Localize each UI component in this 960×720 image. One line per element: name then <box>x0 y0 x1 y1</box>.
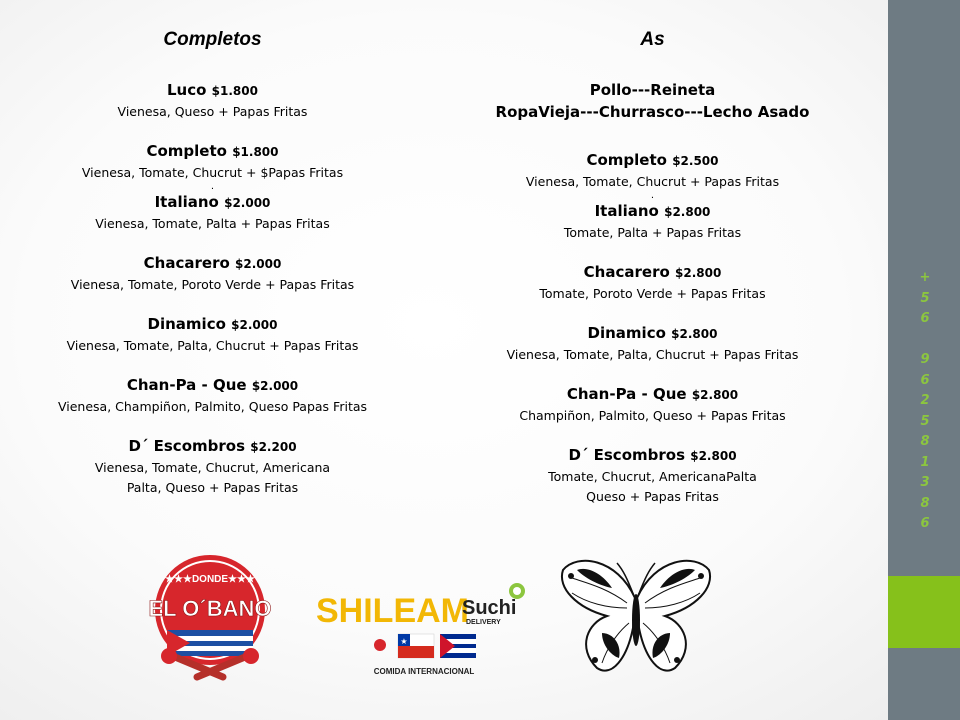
menu-item <box>20 79 405 122</box>
menu-item <box>455 444 850 507</box>
menu-item <box>455 261 850 304</box>
menu-item-heading <box>20 252 405 275</box>
menu-item-heading <box>455 322 850 345</box>
menu-item <box>455 383 850 426</box>
item-name: Chacarero <box>583 263 670 281</box>
shileam-suchi-logo <box>314 580 532 680</box>
item-description: Vienesa, Tomate, Chucrut, Americana <box>94 460 331 475</box>
menu-column-as <box>455 28 850 525</box>
menu-item-heading <box>455 200 850 223</box>
subtitle-line: Pollo---Reineta <box>589 81 716 99</box>
item-name: Completo <box>586 151 667 169</box>
phone-digit: 3 <box>920 475 930 490</box>
item-name: Italiano <box>594 202 659 220</box>
butterfly-illustration <box>557 548 715 688</box>
item-description: Vienesa, Tomate, Palta + Papas Fritas <box>95 216 330 231</box>
phone-digit: 5 <box>920 290 930 306</box>
phone-digit: 9 <box>920 352 930 367</box>
phone-digit: 6 <box>920 372 930 388</box>
menu-item-heading <box>20 313 405 336</box>
separator-dot: . <box>210 181 215 192</box>
item-description: Vienesa, Champiñon, Palmito, Queso Papas Fritas <box>57 399 368 414</box>
item-price: $1.800 <box>232 145 279 159</box>
phone-digit: 2 <box>920 393 930 408</box>
item-price: $2.200 <box>250 440 297 454</box>
suchi-text: Suchi <box>462 597 517 619</box>
el-obano-logo <box>145 552 275 687</box>
item-description: Champiñon, Palmito, Queso + Papas Fritas <box>519 408 786 423</box>
item-price: $2.000 <box>231 318 278 332</box>
menu-item <box>20 374 405 417</box>
item-name: D´ Escombros <box>568 446 685 464</box>
item-description: Vienesa, Tomate, Poroto Verde + Papas Fritas <box>70 277 355 292</box>
phone-digit: 6 <box>920 516 930 531</box>
menu-item-heading <box>20 79 405 102</box>
menu-item <box>20 435 405 498</box>
menu-item <box>455 322 850 365</box>
menu-column-completos <box>20 28 405 516</box>
menu-item-list <box>455 149 850 507</box>
phone-digit: 1 <box>920 454 930 470</box>
item-name: D´ Escombros <box>128 437 245 455</box>
menu-item <box>20 191 405 234</box>
menu-item-heading <box>20 191 405 214</box>
item-name: Chacarero <box>143 254 230 272</box>
menu-item-heading <box>455 383 850 406</box>
tagline-text: COMIDA INTERNACIONAL <box>373 667 475 676</box>
item-description: Queso + Papas Fritas <box>586 489 719 504</box>
item-description: Tomate, Palta + Papas Fritas <box>563 225 742 240</box>
menu-item-heading <box>455 149 850 172</box>
item-price: $2.800 <box>691 388 739 402</box>
item-name: Completo <box>146 142 227 160</box>
menu-item-heading <box>455 261 850 284</box>
phone-digit: + <box>919 270 931 285</box>
menu-item <box>20 252 405 295</box>
subtitle-line: RopaVieja---Churrasco---Lecho Asado <box>495 103 810 121</box>
item-description: Tomate, Chucrut, AmericanaPalta <box>548 469 757 484</box>
item-name: Chan-Pa - Que <box>566 385 687 403</box>
menu-item-heading <box>20 374 405 397</box>
item-price: $2.000 <box>251 379 299 393</box>
item-name: Dinamico <box>147 315 226 333</box>
menu-item <box>455 200 850 243</box>
item-name: Chan-Pa - Que <box>126 376 247 394</box>
item-description: Vienesa, Tomate, Chucrut + Papas Fritas <box>525 174 780 189</box>
item-description: Vienesa, Queso + Papas Fritas <box>117 104 308 119</box>
item-price: $2.800 <box>664 205 711 219</box>
item-name: Dinamico <box>587 324 666 342</box>
phone-digit: 6 <box>920 311 930 326</box>
item-name: Luco <box>167 81 207 99</box>
phone-digit: 5 <box>920 413 930 429</box>
item-price: $2.500 <box>672 154 719 168</box>
item-description: Vienesa, Tomate, Chucrut + $Papas Fritas <box>81 165 344 180</box>
item-description: Tomate, Poroto Verde + Papas Fritas <box>539 286 766 301</box>
menu-item <box>20 140 405 191</box>
item-price: $1.800 <box>211 84 258 98</box>
obano-top-text: ★★★DONDE★★★ <box>165 574 255 585</box>
phone-digit: 8 <box>920 434 930 449</box>
item-price: $2.000 <box>224 196 271 210</box>
phone-digit: 8 <box>920 495 930 511</box>
item-name: Italiano <box>154 193 219 211</box>
menu-item-heading <box>455 444 850 467</box>
shileam-text: SHILEAM <box>316 592 469 630</box>
sidebar-accent-block <box>888 576 960 648</box>
item-price: $2.800 <box>675 266 722 280</box>
column-title: As <box>640 29 665 50</box>
svg-text:★: ★ <box>400 637 408 646</box>
obano-main-text: EL O´BANO <box>148 596 272 621</box>
item-description: Vienesa, Tomate, Palta, Chucrut + Papas Fritas <box>506 347 799 362</box>
separator-dot: . <box>650 190 655 201</box>
item-price: $2.800 <box>690 449 737 463</box>
delivery-text: DELIVERY <box>466 619 501 626</box>
phone-number-vertical <box>915 268 935 535</box>
column-subtitle <box>455 79 850 123</box>
column-title: Completos <box>163 29 262 50</box>
menu-item-heading <box>20 140 405 163</box>
item-description: Palta, Queso + Papas Fritas <box>126 480 299 495</box>
item-description: Vienesa, Tomate, Palta, Chucrut + Papas Fritas <box>66 338 359 353</box>
menu-item <box>455 149 850 200</box>
menu-item-list <box>20 79 405 498</box>
menu-item <box>20 313 405 356</box>
item-price: $2.800 <box>671 327 718 341</box>
item-price: $2.000 <box>235 257 282 271</box>
menu-item-heading <box>20 435 405 458</box>
phone-digit <box>915 330 935 351</box>
